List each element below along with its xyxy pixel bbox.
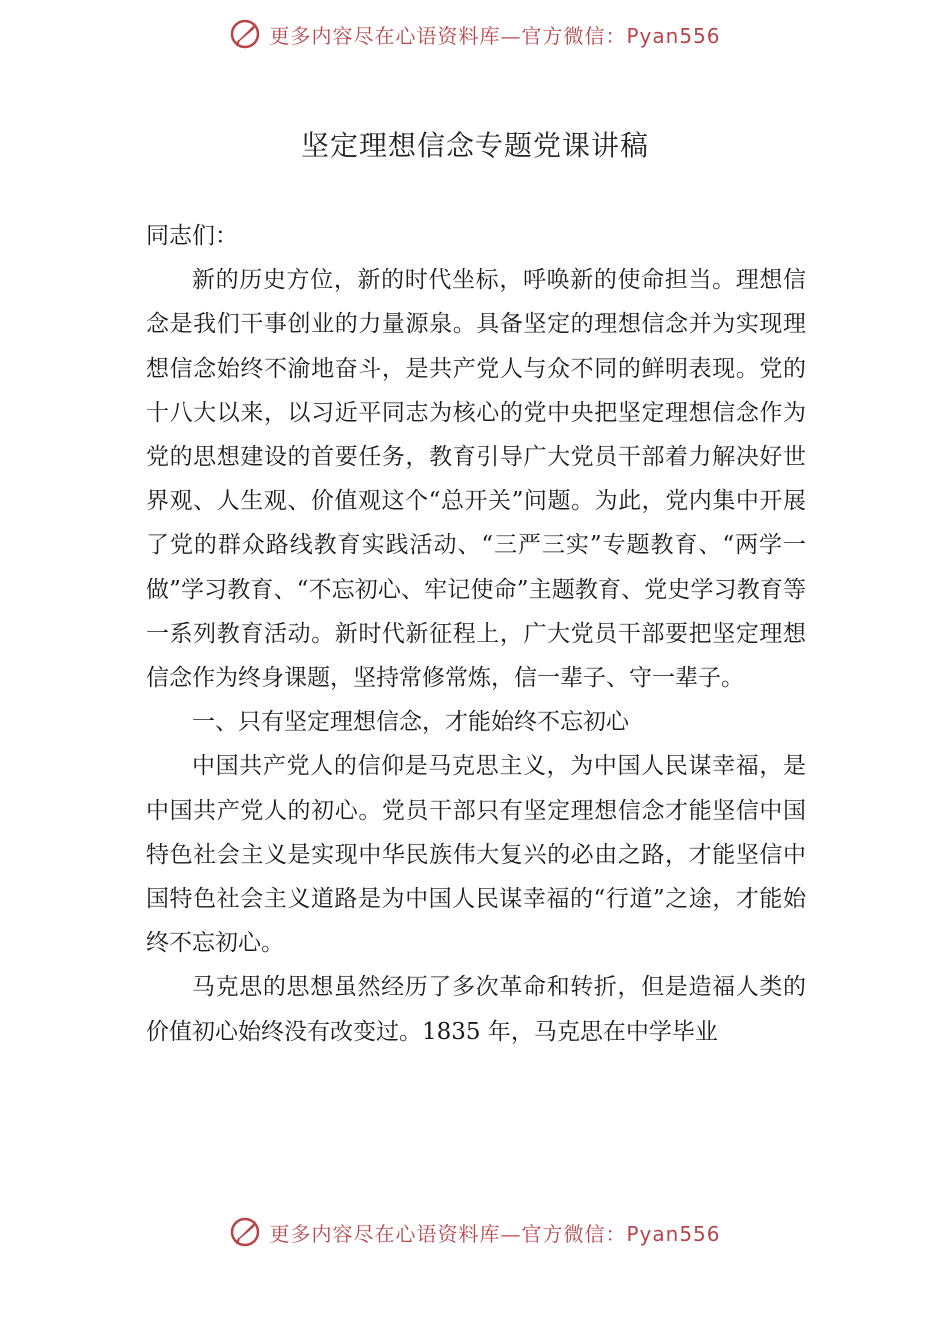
footer-banner	[0, 1212, 950, 1252]
paragraph-intro: 新的历史方位，新的时代坐标，呼唤新的使命担当。理想信念是我们干事创业的力量源泉。具备坚定的理想信念并为实现理想信念始终不渝地奋斗，是共产党人与众不同的鲜明表现。党的十八大以来，以习近平同志为核心的党中央把坚定理想信念作为党的思想建设的首要任务，教育引导广大党员干部着力解决好世界观、人生观、价值观这个“总开关”问题。为此，党内集中开展了党的群众路线教育实践活动、“三严三实”专题教育、“两学一做”学习教育、“不忘初心、牢记使命”主题教育、党史学习教育等一系列教育活动。新时代新征程上，广大党员干部要把坚定理想信念作为终身课题，坚持常修常炼，信一辈子、守一辈子。	[146, 267, 806, 692]
header-wechat-id: Pyan556	[626, 23, 721, 48]
quill-logo-icon	[229, 18, 261, 50]
salutation: 同志们：	[146, 223, 238, 249]
paragraph-section-1: 中国共产党人的信仰是马克思主义，为中国人民谋幸福，是中国共产党人的初心。党员干部只有坚定理想信念才能坚信中国特色社会主义是实现中华民族伟大复兴的必由之路，才能坚信中国特色社会主义道路是为中国人民谋幸福的“行道”之途，才能始终不忘初心。	[146, 753, 806, 957]
paragraph-marx: 马克思的思想虽然经历了多次革命和转折，但是造福人类的价值初心始终没有改变过。1835 年，马克思在中学毕业	[146, 974, 806, 1045]
document-body	[146, 214, 806, 1054]
section-heading-1: 一、只有坚定理想信念，才能始终不忘初心	[192, 709, 629, 736]
header-banner-text: 更多内容尽在心语资料库—官方微信：Pyan556	[269, 23, 721, 48]
document-title: 坚定理想信念专题党课讲稿	[300, 129, 649, 162]
quill-logo-icon	[229, 1216, 261, 1248]
footer-banner-text: 更多内容尽在心语资料库—官方微信：Pyan556	[269, 1221, 721, 1246]
header-banner	[0, 14, 950, 54]
footer-wechat-id: Pyan556	[626, 1221, 721, 1246]
